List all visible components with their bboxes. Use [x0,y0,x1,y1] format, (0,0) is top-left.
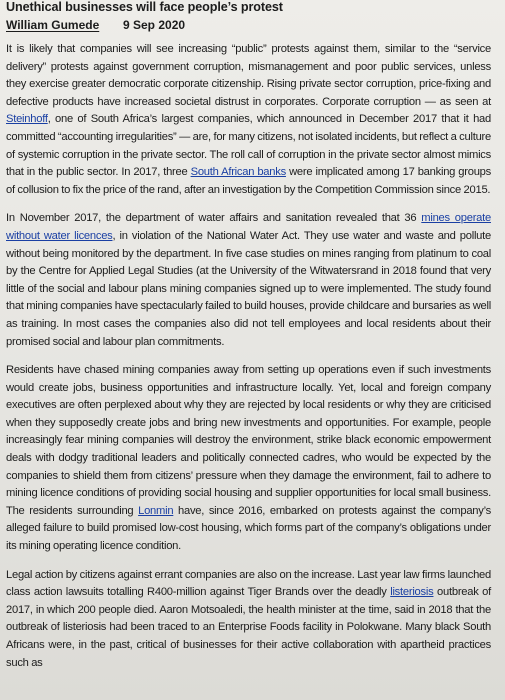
inline-link[interactable]: Steinhoff [6,113,48,126]
paragraph-text: It is likely that companies will see increasing “public” protests against them, similar to the “service delivery” protests against government corruption, mismanagement and poor public services, unless they exercise greater democratic corporate citizenship. Rising private sector corruption, price-fixing and defective products have increased societal distrust in corporates. Corporate corruption — as seen at [6,43,491,108]
inline-link[interactable]: mines operate without water licences [6,212,491,242]
paragraph-text: , one of South Africa’s largest companies, which announced in December 2017 that it had committed “accounting irregularities” — are, for many citizens, not isolated incidents, but reflect a culture of systemic corruption in the private sector. The roll call of corruption in the private sector almost mimics that in the public sector. In 2017, three [6,113,491,179]
author-link[interactable]: William Gumede [6,18,100,32]
paragraph-text: Legal action by citizens against errant companies are also on the increase. Last year law firms launched class action lawsuits totalling R400-million against Tiger Brands over the deadly [6,568,491,599]
article-body [0,41,505,672]
article-title: Unethical businesses will face people’s protest [6,0,283,14]
inline-link[interactable]: South African banks [190,166,286,179]
paragraph-text: were implicated among 17 banking groups of collusion to fix the price of the rand, after an investigation by the Competition Commission since 2015. [6,166,491,196]
inline-link[interactable]: Lonmin [138,504,174,517]
byline [6,18,505,33]
paragraph [6,210,491,351]
article-header [0,0,505,33]
paragraph-text: In November 2017, the department of water affairs and sanitation revealed that 36 [6,212,422,225]
paragraph-text: have, since 2016, embarked on protests against the company’s alleged failure to build promised low-cost housing, which forms part of the company’s obligations under its mining operating licence condition. [6,504,491,553]
inline-link[interactable]: listeriosis [390,586,434,599]
paragraph-text: Residents have chased mining companies away from setting up operations even if such investments would create jobs, business opportunities and infrastructure locally. Yet, local and foreign company executives are often perplexed about why they are rejected by local residents or why they are criticised when they supposedly create jobs and bring new investments and opportunities. For example, people increasingly fear mining companies will destroy the environment, strike black economic empowerment deals with dodgy traditional leaders and politically connected cadres, who would be expected by the companies to shield them from citizens’ pressure when they damage the environment, fail to adhere to mining licence conditions of providing social housing and supplier opportunities for local small business. The residents surrounding [6,364,491,517]
paragraph [6,41,491,199]
paragraph-text: outbreak of 2017, in which 200 people died. Aaron Motsoaledi, the health minister at the time, said in 2018 that the outbreak of listeriosis had been traced to an Enterprise Foods facility in Polokwane. Many black South Africans were, in the past, critical of businesses for their active collaboration with apartheid practices such as [6,586,492,669]
paragraph [6,567,491,673]
paragraph [6,362,491,556]
paragraph-text: , in violation of the National Water Act. They use water and waste and pollute without being monitored by the department. In five case studies on mines ranging from platinum to coal by the Centre for Applied Legal Studies (at the University of the Witwatersrand in 2018 found that very little of the social and labour plans mining companies signed up to were implemented. The study found that mining companies have spectacularly failed to build houses, provide childcare and bursaries as well as training. In most cases the companies also did not tell employees and local residents about their promised social and labour plan commitments. [6,229,491,348]
publish-date: 9 Sep 2020 [123,18,186,32]
